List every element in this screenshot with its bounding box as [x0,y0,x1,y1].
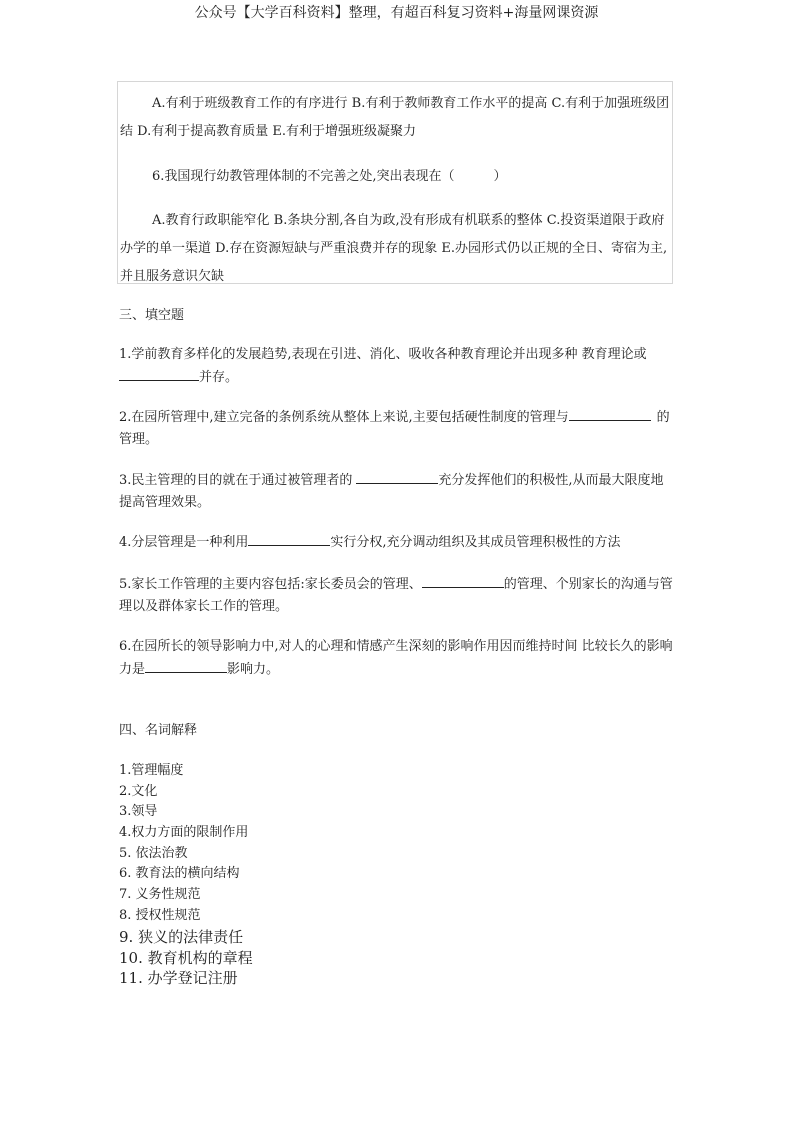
term-item: 4.权力方面的限制作用 [119,825,249,841]
q1-text-a: 1.学前教育多样化的发展趋势,表现在引进、消化、吸收各种教育理论并出现多种 教育理论或 [119,347,647,362]
q1-blank[interactable] [119,366,199,381]
q2-text-b: 的管理。 [119,410,670,447]
fill-question-1 [119,344,674,389]
term-item: 3.领导 [119,804,158,820]
term-item: 2.文化 [119,783,158,799]
fill-question-6 [119,636,674,681]
q4-text-a: 4.分层管理是一种利用 [119,535,249,550]
q2-blank[interactable] [569,406,651,421]
q5-options: A.有利于班级教育工作的有序进行 B.有利于教师教育工作水平的提高 C.有利于加强班级团结 D.有利于提高教育质量 E.有利于增强班级凝聚力 [120,96,670,139]
term-item: 7. 义务性规范 [119,887,201,903]
fill-question-2 [119,406,674,451]
section-3-title: 三、填空题 [119,308,185,323]
fill-question-3 [119,469,674,514]
page-header: 公众号【大学百科资料】整理，有超百科复习资料+海量网课资源 [194,5,599,21]
term-list [119,761,248,927]
q5-text-a: 5.家长工作管理的主要内容包括:家长委员会的管理、 [119,577,422,592]
term-item: 10. 教育机构的章程 [119,948,253,967]
q5-text-b: 的管理、个别家长的沟通与管理以及群体家长工作的管理。 [119,577,673,614]
term-item: 6. 教育法的横向结构 [119,866,240,882]
q3-text-b: 充分发挥他们的积极性,从而最大限度地提高管理效果。 [119,473,664,510]
term-item: 11. 办学登记注册 [119,969,238,987]
q6-text-b: 影响力。 [227,662,280,677]
term-list-large [119,926,253,988]
q2-text-a: 2.在园所管理中,建立完备的条例系统从整体上来说,主要包括硬性制度的管理与 [119,410,569,425]
q6-blank[interactable] [145,658,227,673]
q6-text-a: 6.在园所长的领导影响力中,对人的心理和情感产生深刻的影响作用因而维持时间 比较长久的影响力是 [119,639,673,677]
term-item: 5. 依法治教 [119,845,188,861]
q4-blank[interactable] [248,531,330,546]
q6-options: A.教育行政职能窄化 B.条块分割,各自为政,没有形成有机联系的整体 C.投资渠道限于政府办学的单一渠道 D.存在资源短缺与严重浪费并存的现象 E.办园形式仍以正规的全日、寄宿为主,并且服务意识欠缺 [120,213,668,284]
term-item: 9. 狭义的法律责任 [119,928,244,946]
fill-question-5 [119,573,674,618]
q3-text-a: 3.民主管理的目的就在于通过被管理者的 [119,473,353,488]
q5-blank[interactable] [422,573,504,588]
term-item: 8. 授权性规范 [119,907,201,923]
q6-question: 6.我国现行幼教管理体制的不完善之处,突出表现在（ ） [152,169,507,184]
fill-question-4 [119,531,674,554]
term-item: 1.管理幅度 [119,763,184,778]
section-4-title: 四、名词解释 [119,723,198,738]
q1-text-b: 并存。 [199,370,239,385]
question-box [117,81,673,284]
q4-text-b: 实行分权,充分调动组织及其成员管理积极性的方法 [330,535,621,550]
q3-blank[interactable] [356,469,438,484]
